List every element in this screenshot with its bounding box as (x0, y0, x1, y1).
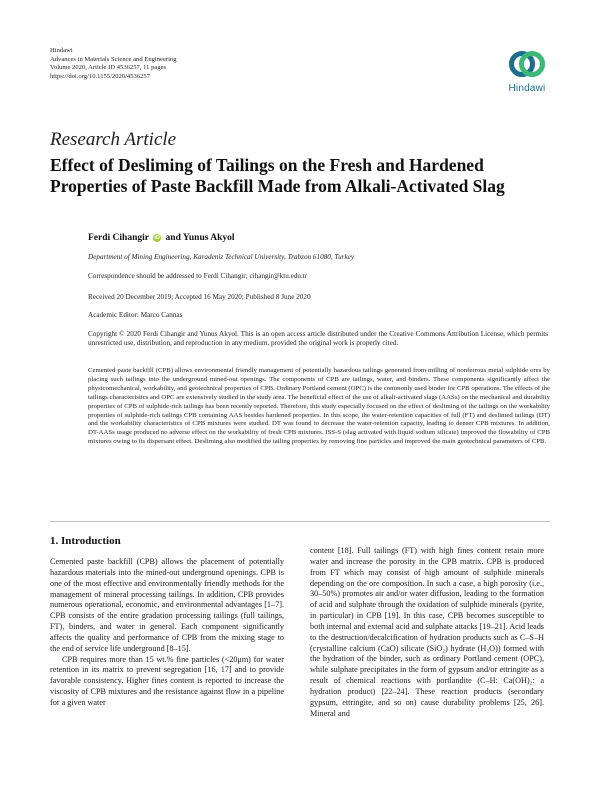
abstract: Cemented paste backfill (CPB) allows environmental friendly management of potentially hazardous tailings generated from milling of nonferrous metal sulphide ores by placing such tailings into the underground mined-out openings. The components of CPB are tailings, water, and binders. These components significantly affect the physicomechanical, workability, and geotechnical properties of CPB. Ordinary Portland cement (OPC) is the commonly used binder for CPB operations. The effects of the tailings characteristics and OPC are extensively studied in the study area. The beneficial effect of the use of alkali-activated slags (AASs) on the mechanical and durability properties of CPB of sulphide-rich tailings has been recently reported. Therefore, this study especially focused on the effect of desliming of the tailings on the workability properties of sulphide-rich tailings CPB containing AAS besides hardened properties. In this scope, the water-retention capacities of full (FT) and deslimed tailings (DT) and the workability characteristics of CPB mixtures were studied. DT was found to decrease the water-retention capacity, leading to denser CPB mixtures. In addition, DT-AASs usage produced no adverse effect on the workability of fresh CPB mixtures. ISS-S (slag activated with liquid sodium silicate) improved the flowability of CPB mixtures owing to its dispersant effect. Desliming also modified the tailing properties by removing fine particles and improved the main geotechnical parameters of CPB. (88, 367, 550, 446)
article-type: Research Article (50, 129, 177, 150)
doi-link[interactable]: https://doi.org/10.1155/2020/4536257 (50, 72, 151, 80)
paragraph: Cemented paste backfill (CPB) allows the placement of potentially hazardous materials into the mined-out underground openings. CPB is one of the most effective and environmentally friendly methods for the management of mineral processing tailings. In addition, CPB provides numerous operational, economic, and environmental advantages [1–7]. CPB consists of the entire gradation processing tailings (full tailings, FT), binders, and water in general. Each component significantly affects the quality and performance of CPB from the mixing stage to the end of service life underground [8–15]. (50, 557, 284, 653)
column-right (310, 546, 544, 720)
paragraph: content [18]. Full tailings (FT) with high fines content retain more water and increase the porosity in the CPB matrix. CPB is produced from FT which may consist of high amount of sulphide minerals depending on the ore composition. In such a case, a high porosity (i.e., 30–50%) promotes air and/or water diffusion, leading to the formation of acid and sulphate through the oxidation of sulphide minerals (pyrite, in particular) in CPB [19]. In this case, CPB becomes susceptible to both internal and external acid and sulphate attacks [19–21]. Acid leads to the destruction/decalcification of hydration products such as C–S–H (crystalline calcium (CaO) silicate (SiO₂) hydrate (H₂O)) formed with the hydration of the binder, such as ordinary Portland cement (OPC), while sulphate precipitates in the form of gypsum and/or ettringite as a result of chemical reactions with portlandite (C–H: Ca(OH)₂: a hydration product) [22–24]. These reaction products (secondary gypsum, ettringite, and so on) cause durability problems [25, 26]. Mineral and (310, 546, 544, 718)
section-heading-introduction: 1. Introduction (50, 535, 121, 547)
journal-name: Advances in Materials Science and Engineering (50, 55, 177, 63)
publication-dates: Received 20 December 2019; Accepted 16 May 2020; Published 8 June 2020 (88, 293, 311, 301)
orcid-icon[interactable]: iD (154, 235, 160, 241)
column-left (50, 535, 284, 709)
logo-text: Hindawi (508, 83, 546, 94)
volume-info: Volume 2020, Article ID 4536257, 11 pages (50, 64, 167, 72)
copyright-notice: Copyright © 2020 Ferdi Cihangir and Yunus Akyol. This is an open access article distributed under the Creative Commons Attribution License, which permits unrestricted use, distribution, and reproduction in any medium, provided the original work is properly cited. (88, 330, 548, 347)
paragraph: CPB requires more than 15 wt.% fine particles (<20μm) for water retention in its matrix to prevent segregation [16, 17] and to provide favorable consistency. Higher fines content is reported to increase the viscosity of CPB mixtures and the resistance against flow in a pipeline for a given water (50, 654, 284, 707)
journal-header (50, 47, 430, 81)
author-rest: and Yunus Akyol (165, 233, 235, 243)
affiliation: Department of Mining Engineering, Karadeniz Technical University, Trabzon 61080, Turkey (88, 253, 355, 261)
section-divider (50, 521, 550, 522)
hindawi-rings-logo-icon (507, 46, 547, 82)
academic-editor: Academic Editor: Marco Cannas (88, 311, 183, 319)
correspondence: Correspondence should be addressed to Ferdi Cihangir; cihangir@ktu.edu.tr (88, 272, 308, 280)
author-first[interactable]: Ferdi Cihangir (88, 233, 149, 243)
publisher-name: Hindawi (50, 47, 73, 54)
hindawi-logo (497, 46, 557, 106)
article-title: Effect of Desliming of Tailings on the Fresh and Hardened Properties of Paste Backfill Made from Alkali-Activated Slag (50, 155, 505, 196)
author-list (88, 233, 235, 243)
